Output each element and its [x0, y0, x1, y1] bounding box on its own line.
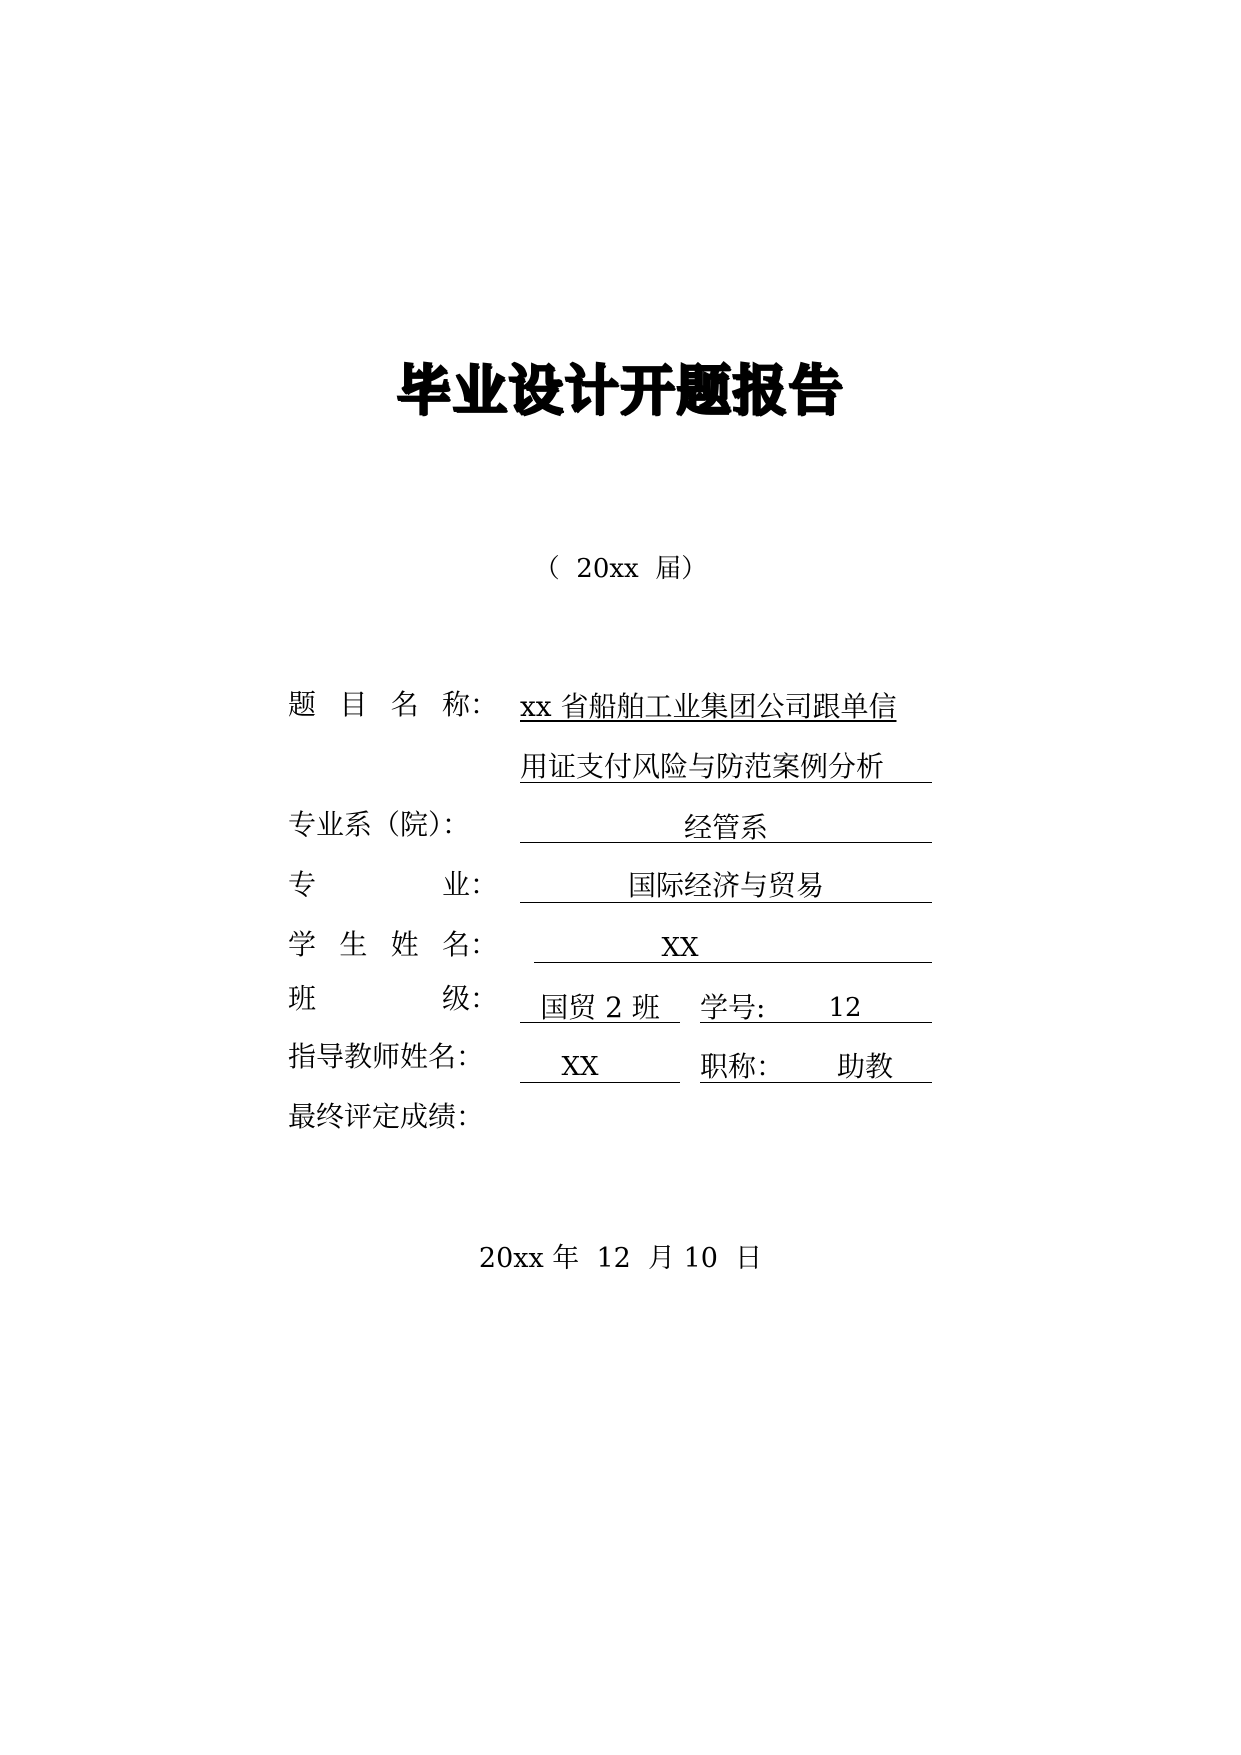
advisor-label: 指导教师姓名：: [288, 1040, 485, 1073]
topic-label-colon: ：: [470, 688, 499, 721]
advisor-title-label: 职称：: [700, 1050, 785, 1083]
advisor-value: XX: [561, 1052, 599, 1082]
report-date: 20xx 年 12 月 10 日: [478, 1243, 763, 1274]
student-name-label-char: 姓: [390, 928, 419, 961]
student-name-underline: [534, 962, 932, 963]
graduation-session: （ 20xx 届）: [533, 554, 708, 584]
major-underline: [520, 902, 932, 903]
student-id-underline: [700, 1022, 932, 1023]
student-name-label-colon: ：: [470, 928, 499, 961]
class-value: 国贸 2 班: [540, 991, 660, 1024]
major-label: [288, 868, 499, 902]
advisor-title-value: 助教: [836, 1050, 893, 1083]
topic-label-char: 题: [288, 688, 317, 721]
final-grade-label: 最终评定成绩：: [288, 1100, 485, 1133]
class-label-char: 班: [288, 982, 317, 1015]
student-name-label: [288, 928, 499, 962]
student-name-label-char: 学: [288, 928, 317, 961]
student-id-label: 学号:: [700, 991, 766, 1024]
advisor-underline: [520, 1082, 680, 1083]
student-name-value: XX: [661, 933, 699, 963]
class-underline: [520, 1022, 680, 1023]
class-label: [288, 982, 499, 1016]
class-label-colon: ：: [470, 982, 499, 1015]
major-label-char: 业: [441, 868, 470, 901]
topic-value-line1: xx 省船舶工业集团公司跟单信: [520, 690, 897, 723]
topic-label: [288, 688, 499, 722]
class-label-char: 级: [441, 982, 470, 1015]
student-id-value: 12: [828, 993, 862, 1023]
department-label: 专业系（院）：: [288, 808, 471, 841]
advisor-title-underline: [700, 1082, 932, 1083]
department-underline: [520, 842, 932, 843]
major-label-char: 专: [288, 868, 317, 901]
topic-label-char: 名: [390, 688, 419, 721]
major-value: 国际经济与贸易: [627, 869, 824, 902]
document-title: 毕业设计开题报告: [396, 359, 845, 422]
department-value: 经管系: [683, 811, 768, 844]
student-name-label-char: 生: [339, 928, 368, 961]
major-label-colon: ：: [470, 868, 499, 901]
topic-underline: [520, 782, 932, 783]
topic-label-char: 称: [441, 688, 470, 721]
topic-value-line2: 用证支付风险与防范案例分析: [520, 750, 885, 783]
student-name-label-char: 名: [441, 928, 470, 961]
topic-label-char: 目: [339, 688, 368, 721]
